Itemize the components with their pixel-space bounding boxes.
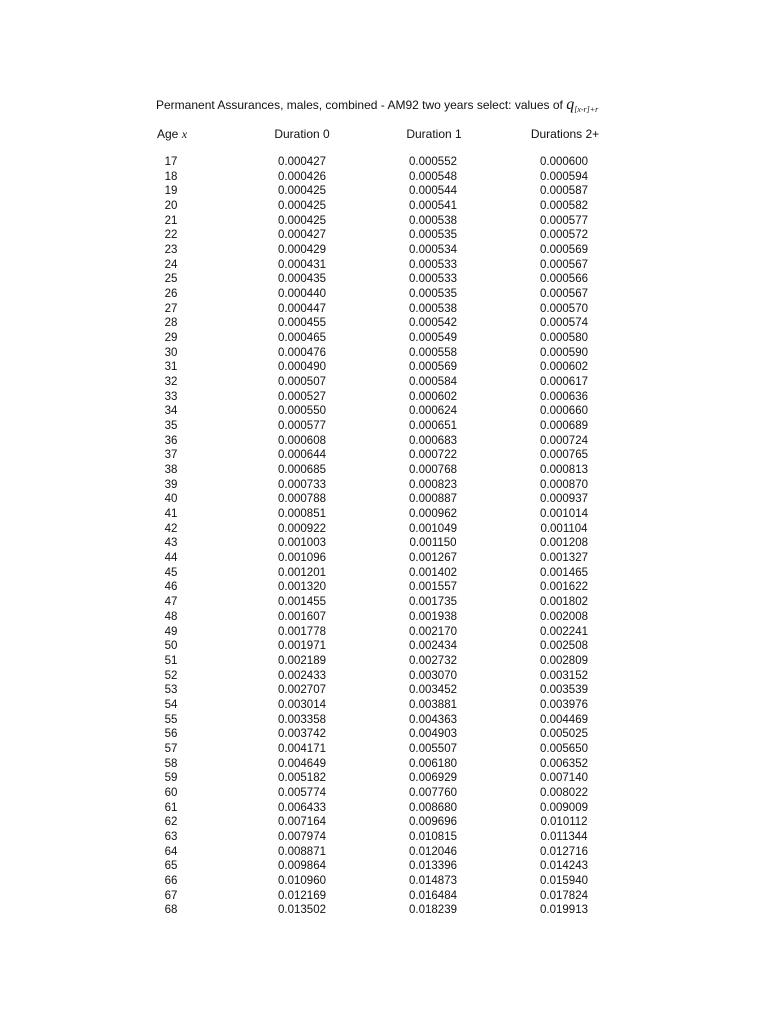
- table-row: [0, 316, 768, 331]
- cell-age: 51: [164, 654, 178, 667]
- cell-duration-0: 0.000507: [278, 376, 326, 389]
- cell-duration-0: 0.000550: [278, 405, 326, 418]
- table-row: [0, 713, 768, 728]
- cell-duration-0: 0.007164: [278, 816, 326, 829]
- cell-duration-2plus: 0.007140: [540, 772, 588, 785]
- cell-duration-2plus: 0.000724: [540, 434, 588, 447]
- cell-duration-0: 0.001971: [278, 640, 326, 653]
- cell-age: 57: [164, 742, 178, 755]
- cell-age: 31: [164, 361, 178, 374]
- cell-duration-2plus: 0.000765: [540, 449, 588, 462]
- header-duration-1: Duration 1: [406, 127, 462, 141]
- cell-duration-2plus: 0.000689: [540, 420, 588, 433]
- cell-duration-2plus: 0.002241: [540, 625, 588, 638]
- cell-duration-1: 0.000569: [409, 361, 457, 374]
- table-row: [0, 199, 768, 214]
- cell-duration-2plus: 0.008022: [540, 786, 588, 799]
- cell-age: 20: [164, 200, 178, 213]
- cell-duration-1: 0.000651: [409, 420, 457, 433]
- cell-age: 53: [164, 684, 178, 697]
- cell-duration-1: 0.003881: [409, 698, 457, 711]
- cell-age: 35: [164, 420, 178, 433]
- cell-duration-0: 0.000851: [278, 508, 326, 521]
- cell-duration-2plus: 0.012716: [540, 845, 588, 858]
- header-age: [157, 127, 187, 142]
- cell-duration-1: 0.000535: [409, 288, 457, 301]
- cell-age: 62: [164, 816, 178, 829]
- cell-duration-2plus: 0.015940: [540, 874, 588, 887]
- cell-duration-1: 0.000602: [409, 390, 457, 403]
- cell-age: 34: [164, 405, 178, 418]
- cell-duration-2plus: 0.001465: [540, 566, 588, 579]
- cell-age: 45: [164, 566, 178, 579]
- table-row: [0, 669, 768, 684]
- cell-duration-0: 0.000427: [278, 229, 326, 242]
- table-row: [0, 903, 768, 918]
- cell-age: 58: [164, 757, 178, 770]
- cell-duration-1: 0.000535: [409, 229, 457, 242]
- cell-duration-0: 0.000427: [278, 156, 326, 168]
- cell-duration-2plus: 0.003976: [540, 698, 588, 711]
- cell-age: 65: [164, 860, 178, 873]
- cell-duration-0: 0.009864: [278, 860, 326, 873]
- table-row: [0, 889, 768, 904]
- table-row: [0, 214, 768, 229]
- cell-duration-0: 0.007974: [278, 830, 326, 843]
- cell-age: 27: [164, 302, 178, 315]
- cell-duration-0: 0.002707: [278, 684, 326, 697]
- cell-duration-1: 0.001557: [409, 581, 457, 594]
- cell-duration-0: 0.001607: [278, 610, 326, 623]
- cell-duration-0: 0.003014: [278, 698, 326, 711]
- table-row: [0, 287, 768, 302]
- cell-duration-0: 0.000426: [278, 170, 326, 183]
- cell-duration-0: 0.003358: [278, 713, 326, 726]
- table-row: [0, 434, 768, 449]
- cell-duration-2plus: 0.006352: [540, 757, 588, 770]
- cell-duration-0: 0.005182: [278, 772, 326, 785]
- table-row: [0, 390, 768, 405]
- cell-age: 39: [164, 478, 178, 491]
- cell-age: 26: [164, 288, 178, 301]
- cell-duration-1: 0.001402: [409, 566, 457, 579]
- table-row: [0, 625, 768, 640]
- table-row: [0, 639, 768, 654]
- cell-duration-2plus: 0.000572: [540, 229, 588, 242]
- cell-duration-1: 0.003070: [409, 669, 457, 682]
- cell-duration-0: 0.013502: [278, 904, 326, 917]
- cell-age: 41: [164, 508, 178, 521]
- table-row: [0, 727, 768, 742]
- table-row: [0, 302, 768, 317]
- cell-age: 50: [164, 640, 178, 653]
- cell-duration-1: 0.000534: [409, 244, 457, 257]
- cell-age: 30: [164, 346, 178, 359]
- cell-duration-2plus: 0.000594: [540, 170, 588, 183]
- cell-duration-1: 0.009696: [409, 816, 457, 829]
- cell-duration-0: 0.000685: [278, 464, 326, 477]
- cell-duration-1: 0.002170: [409, 625, 457, 638]
- cell-duration-1: 0.004903: [409, 728, 457, 741]
- table-row: [0, 507, 768, 522]
- cell-duration-2plus: 0.000617: [540, 376, 588, 389]
- cell-duration-1: 0.000624: [409, 405, 457, 418]
- table-row: [0, 801, 768, 816]
- cell-age: 48: [164, 610, 178, 623]
- cell-duration-2plus: 0.010112: [540, 816, 588, 829]
- cell-duration-0: 0.000425: [278, 200, 326, 213]
- cell-age: 59: [164, 772, 178, 785]
- cell-duration-0: 0.005774: [278, 786, 326, 799]
- header-durations-2plus: Durations 2+: [530, 127, 600, 141]
- table-row: [0, 874, 768, 889]
- cell-age: 44: [164, 552, 178, 565]
- cell-duration-2plus: 0.002809: [540, 654, 588, 667]
- cell-duration-2plus: 0.000567: [540, 288, 588, 301]
- cell-duration-1: 0.014873: [409, 874, 457, 887]
- cell-duration-0: 0.003742: [278, 728, 326, 741]
- cell-duration-0: 0.000447: [278, 302, 326, 315]
- cell-age: 19: [164, 185, 178, 198]
- cell-duration-0: 0.000429: [278, 244, 326, 257]
- header-duration-0: Duration 0: [274, 127, 330, 141]
- cell-duration-2plus: 0.000582: [540, 200, 588, 213]
- cell-duration-1: 0.001735: [409, 596, 457, 609]
- cell-age: 55: [164, 713, 178, 726]
- cell-age: 66: [164, 874, 178, 887]
- cell-duration-0: 0.000733: [278, 478, 326, 491]
- table-row: [0, 742, 768, 757]
- cell-age: 18: [164, 170, 178, 183]
- cell-duration-0: 0.000431: [278, 258, 326, 271]
- table-row: [0, 155, 768, 170]
- cell-age: 32: [164, 376, 178, 389]
- table-row: [0, 551, 768, 566]
- header-age-label: Age: [157, 127, 182, 141]
- cell-duration-1: 0.000549: [409, 332, 457, 345]
- cell-duration-0: 0.002433: [278, 669, 326, 682]
- cell-duration-1: 0.000548: [409, 170, 457, 183]
- cell-duration-0: 0.008871: [278, 845, 326, 858]
- table-row: [0, 654, 768, 669]
- cell-age: 42: [164, 522, 178, 535]
- cell-duration-1: 0.016484: [409, 889, 457, 902]
- cell-duration-0: 0.001455: [278, 596, 326, 609]
- cell-age: 60: [164, 786, 178, 799]
- cell-duration-1: 0.013396: [409, 860, 457, 873]
- cell-duration-0: 0.001003: [278, 537, 326, 550]
- table-title: [156, 96, 598, 114]
- cell-duration-1: 0.000768: [409, 464, 457, 477]
- table-row: [0, 683, 768, 698]
- cell-duration-1: 0.000584: [409, 376, 457, 389]
- table-row: [0, 448, 768, 463]
- cell-duration-0: 0.001201: [278, 566, 326, 579]
- cell-duration-2plus: 0.011344: [540, 830, 588, 843]
- cell-duration-1: 0.000552: [409, 156, 457, 168]
- cell-duration-1: 0.000823: [409, 478, 457, 491]
- cell-age: 56: [164, 728, 178, 741]
- cell-duration-0: 0.000577: [278, 420, 326, 433]
- cell-duration-0: 0.000527: [278, 390, 326, 403]
- cell-duration-0: 0.000608: [278, 434, 326, 447]
- cell-duration-2plus: 0.000570: [540, 302, 588, 315]
- cell-age: 17: [164, 156, 178, 168]
- cell-duration-2plus: 0.000577: [540, 214, 588, 227]
- cell-age: 24: [164, 258, 178, 271]
- title-subscript: [x-r]+r: [574, 105, 599, 114]
- cell-duration-2plus: 0.001014: [540, 508, 588, 521]
- cell-duration-1: 0.002434: [409, 640, 457, 653]
- cell-age: 28: [164, 317, 178, 330]
- cell-duration-2plus: 0.000569: [540, 244, 588, 257]
- cell-duration-1: 0.000683: [409, 434, 457, 447]
- cell-duration-2plus: 0.000937: [540, 493, 588, 506]
- table-row: [0, 859, 768, 874]
- table-row: [0, 228, 768, 243]
- cell-duration-1: 0.002732: [409, 654, 457, 667]
- cell-age: 22: [164, 229, 178, 242]
- cell-duration-0: 0.001320: [278, 581, 326, 594]
- cell-duration-2plus: 0.001802: [540, 596, 588, 609]
- cell-duration-0: 0.004649: [278, 757, 326, 770]
- cell-duration-2plus: 0.000566: [540, 273, 588, 286]
- cell-age: 47: [164, 596, 178, 609]
- table-row: [0, 566, 768, 581]
- cell-duration-2plus: 0.001327: [540, 552, 588, 565]
- title-symbol: q: [566, 96, 575, 113]
- cell-age: 54: [164, 698, 178, 711]
- cell-duration-2plus: 0.000636: [540, 390, 588, 403]
- table-row: [0, 478, 768, 493]
- cell-duration-2plus: 0.000600: [540, 156, 588, 168]
- cell-duration-1: 0.000538: [409, 214, 457, 227]
- table-row: [0, 580, 768, 595]
- cell-duration-2plus: 0.009009: [540, 801, 588, 814]
- cell-duration-2plus: 0.000580: [540, 332, 588, 345]
- cell-age: 38: [164, 464, 178, 477]
- cell-duration-0: 0.000490: [278, 361, 326, 374]
- cell-duration-2plus: 0.002508: [540, 640, 588, 653]
- cell-age: 25: [164, 273, 178, 286]
- cell-duration-2plus: 0.017824: [540, 889, 588, 902]
- table-row: [0, 845, 768, 860]
- cell-age: 21: [164, 214, 178, 227]
- cell-duration-2plus: 0.000590: [540, 346, 588, 359]
- table-row: [0, 595, 768, 610]
- table-row: [0, 243, 768, 258]
- cell-duration-2plus: 0.001208: [540, 537, 588, 550]
- cell-duration-2plus: 0.002008: [540, 610, 588, 623]
- cell-duration-2plus: 0.000660: [540, 405, 588, 418]
- table-row: [0, 331, 768, 346]
- cell-duration-0: 0.002189: [278, 654, 326, 667]
- table-row: [0, 258, 768, 273]
- cell-duration-0: 0.001096: [278, 552, 326, 565]
- cell-duration-0: 0.006433: [278, 801, 326, 814]
- cell-duration-2plus: 0.003152: [540, 669, 588, 682]
- cell-duration-1: 0.010815: [409, 830, 457, 843]
- cell-duration-2plus: 0.014243: [540, 860, 588, 873]
- cell-age: 52: [164, 669, 178, 682]
- cell-duration-1: 0.000558: [409, 346, 457, 359]
- cell-duration-2plus: 0.004469: [540, 713, 588, 726]
- cell-duration-2plus: 0.001622: [540, 581, 588, 594]
- cell-age: 23: [164, 244, 178, 257]
- cell-duration-1: 0.000544: [409, 185, 457, 198]
- cell-duration-1: 0.006929: [409, 772, 457, 785]
- table-row: [0, 375, 768, 390]
- cell-age: 33: [164, 390, 178, 403]
- cell-duration-1: 0.005507: [409, 742, 457, 755]
- cell-duration-1: 0.001150: [409, 537, 457, 550]
- table-title-text: Permanent Assurances, males, combined - AM92 two years select: values of: [156, 98, 567, 112]
- cell-duration-0: 0.000644: [278, 449, 326, 462]
- cell-duration-1: 0.000533: [409, 258, 457, 271]
- cell-age: 36: [164, 434, 178, 447]
- table-row: [0, 522, 768, 537]
- cell-duration-0: 0.004171: [278, 742, 326, 755]
- cell-duration-0: 0.001778: [278, 625, 326, 638]
- cell-duration-1: 0.000722: [409, 449, 457, 462]
- cell-age: 63: [164, 830, 178, 843]
- table-row: [0, 492, 768, 507]
- cell-age: 29: [164, 332, 178, 345]
- table-row: [0, 184, 768, 199]
- cell-duration-0: 0.000465: [278, 332, 326, 345]
- cell-duration-1: 0.000887: [409, 493, 457, 506]
- cell-age: 61: [164, 801, 178, 814]
- table-row: [0, 698, 768, 713]
- cell-age: 49: [164, 625, 178, 638]
- table-row: [0, 830, 768, 845]
- cell-duration-0: 0.000455: [278, 317, 326, 330]
- table-row: [0, 170, 768, 185]
- cell-age: 64: [164, 845, 178, 858]
- table-row: [0, 360, 768, 375]
- cell-age: 43: [164, 537, 178, 550]
- table-row: [0, 536, 768, 551]
- cell-duration-1: 0.000533: [409, 273, 457, 286]
- cell-duration-2plus: 0.000587: [540, 185, 588, 198]
- table-row: [0, 786, 768, 801]
- cell-duration-0: 0.000425: [278, 214, 326, 227]
- cell-duration-0: 0.000922: [278, 522, 326, 535]
- table-row: [0, 419, 768, 434]
- table-row: [0, 404, 768, 419]
- cell-duration-1: 0.000962: [409, 508, 457, 521]
- cell-duration-1: 0.001049: [409, 522, 457, 535]
- cell-duration-2plus: 0.001104: [540, 522, 588, 535]
- cell-duration-1: 0.000541: [409, 200, 457, 213]
- cell-duration-0: 0.000425: [278, 185, 326, 198]
- cell-duration-2plus: 0.003539: [540, 684, 588, 697]
- table-body: [0, 155, 768, 918]
- cell-duration-1: 0.012046: [409, 845, 457, 858]
- cell-age: 37: [164, 449, 178, 462]
- cell-duration-0: 0.000476: [278, 346, 326, 359]
- cell-duration-2plus: 0.000567: [540, 258, 588, 271]
- cell-duration-0: 0.000788: [278, 493, 326, 506]
- cell-duration-0: 0.012169: [278, 889, 326, 902]
- cell-duration-1: 0.018239: [409, 904, 457, 917]
- cell-duration-2plus: 0.005025: [540, 728, 588, 741]
- cell-duration-2plus: 0.000813: [540, 464, 588, 477]
- table-row: [0, 757, 768, 772]
- table-row: [0, 346, 768, 361]
- cell-duration-1: 0.008680: [409, 801, 457, 814]
- cell-duration-1: 0.007760: [409, 786, 457, 799]
- cell-duration-1: 0.000538: [409, 302, 457, 315]
- header-age-var: x: [181, 127, 188, 141]
- cell-duration-1: 0.006180: [409, 757, 457, 770]
- table-row: [0, 815, 768, 830]
- table-row: [0, 463, 768, 478]
- cell-duration-2plus: 0.000574: [540, 317, 588, 330]
- cell-duration-2plus: 0.005650: [540, 742, 588, 755]
- cell-duration-2plus: 0.019913: [540, 904, 588, 917]
- cell-duration-0: 0.000435: [278, 273, 326, 286]
- table-row: [0, 272, 768, 287]
- cell-age: 67: [164, 889, 178, 902]
- cell-age: 68: [164, 904, 178, 917]
- cell-duration-2plus: 0.000870: [540, 478, 588, 491]
- cell-duration-0: 0.010960: [278, 874, 326, 887]
- cell-duration-1: 0.001267: [409, 552, 457, 565]
- cell-duration-1: 0.003452: [409, 684, 457, 697]
- table-row: [0, 771, 768, 786]
- cell-duration-1: 0.001938: [409, 610, 457, 623]
- cell-age: 46: [164, 581, 178, 594]
- cell-duration-2plus: 0.000602: [540, 361, 588, 374]
- table-row: [0, 610, 768, 625]
- cell-age: 40: [164, 493, 178, 506]
- cell-duration-1: 0.004363: [409, 713, 457, 726]
- cell-duration-1: 0.000542: [409, 317, 457, 330]
- cell-duration-0: 0.000440: [278, 288, 326, 301]
